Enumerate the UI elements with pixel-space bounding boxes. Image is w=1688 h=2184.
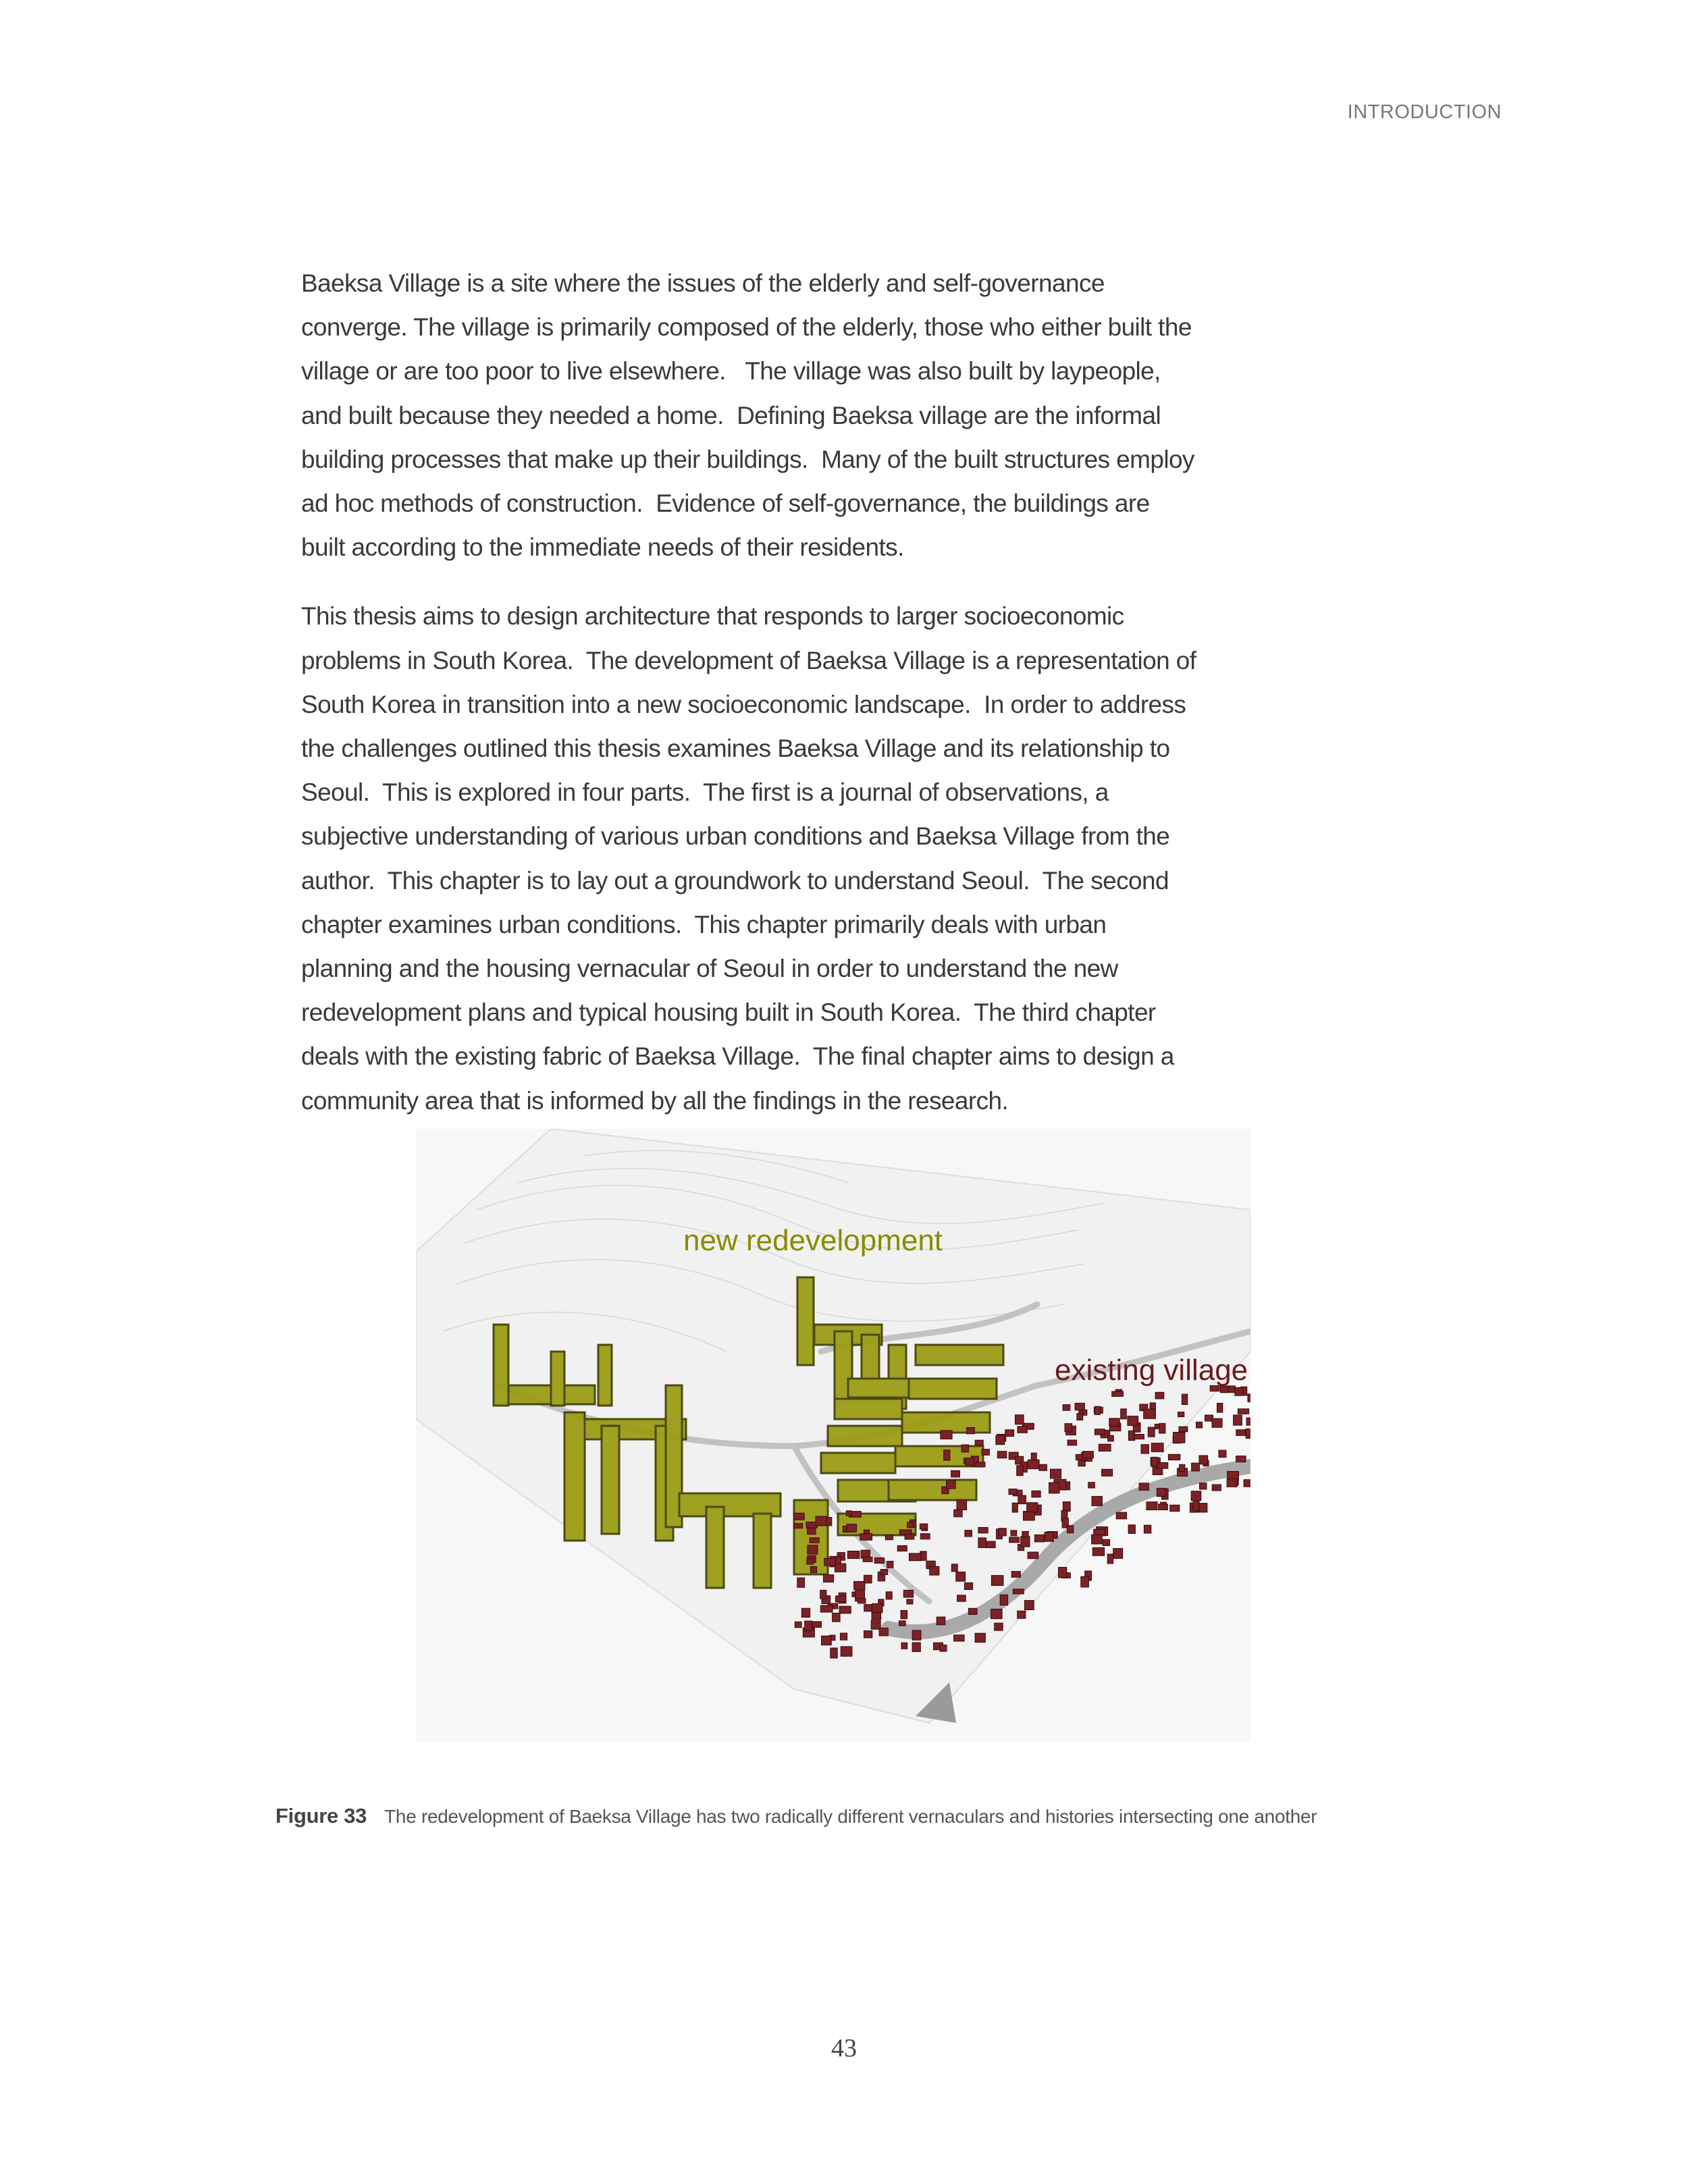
- village-house: [996, 1435, 1005, 1445]
- village-house: [836, 1596, 846, 1602]
- village-house: [1179, 1427, 1188, 1432]
- village-house: [1128, 1416, 1138, 1426]
- village-house: [1088, 1483, 1095, 1488]
- apartment-block: [902, 1412, 990, 1433]
- village-house: [1246, 1418, 1250, 1425]
- village-house: [794, 1524, 803, 1528]
- village-house: [1238, 1409, 1248, 1414]
- village-house: [846, 1511, 851, 1516]
- village-house: [860, 1534, 872, 1541]
- village-house: [1109, 1418, 1119, 1426]
- village-house: [1017, 1466, 1024, 1476]
- village-house: [1102, 1469, 1113, 1476]
- village-house: [1024, 1512, 1035, 1521]
- village-house: [954, 1510, 963, 1517]
- village-house: [978, 1538, 986, 1548]
- village-house: [1063, 1405, 1070, 1411]
- village-house: [808, 1545, 818, 1554]
- village-house: [1157, 1462, 1168, 1468]
- village-house: [1150, 1403, 1155, 1409]
- village-house: [997, 1451, 1007, 1458]
- village-house: [1067, 1526, 1074, 1533]
- village-house: [901, 1643, 907, 1649]
- village-house: [1159, 1423, 1165, 1433]
- village-house: [1170, 1505, 1180, 1511]
- village-house: [1021, 1537, 1030, 1547]
- village-house: [885, 1535, 893, 1540]
- village-house: [1144, 1525, 1151, 1533]
- village-house: [1013, 1589, 1024, 1594]
- village-house: [930, 1566, 939, 1575]
- village-house: [1028, 1460, 1039, 1468]
- village-house: [1063, 1502, 1070, 1512]
- village-house: [1075, 1403, 1084, 1410]
- village-house: [965, 1530, 972, 1537]
- village-house: [961, 1445, 969, 1452]
- village-house: [966, 1458, 973, 1466]
- village-house: [897, 1546, 907, 1551]
- village-house: [1157, 1488, 1165, 1496]
- village-house: [1168, 1454, 1180, 1460]
- village-house: [863, 1557, 872, 1562]
- village-house: [1022, 1531, 1028, 1537]
- village-house: [1028, 1552, 1038, 1559]
- label-existing-village: existing village: [1055, 1354, 1248, 1387]
- village-house: [1092, 1535, 1103, 1544]
- village-house: [1107, 1554, 1113, 1564]
- village-house: [1192, 1463, 1200, 1471]
- village-house: [1159, 1504, 1168, 1510]
- village-house: [1121, 1409, 1127, 1419]
- village-house: [1155, 1392, 1164, 1399]
- village-house: [847, 1551, 860, 1559]
- village-house: [1173, 1433, 1185, 1443]
- paragraph-1: Baeksa Village is a site where the issues of the elderly and self-governance converge. The village is primarily composed of the elderly, those who either built the village or are too poor to live elsewhere. The village was also built by laypeople, and built because they needed a home. Defining Baeksa village are the informal building processes that make up their buildings. Many of the built structures employ ad hoc methods of construction. Evidence of self-governance, the buildings are built according to the immediate needs of their residents.: [301, 269, 1201, 562]
- village-house: [820, 1590, 826, 1599]
- village-house: [1059, 1568, 1067, 1578]
- village-house: [941, 1431, 952, 1439]
- village-house: [903, 1590, 913, 1597]
- village-house: [1099, 1444, 1111, 1451]
- site-model-illustration: [416, 1129, 1250, 1742]
- page-number: 43: [831, 2034, 857, 2062]
- village-house: [982, 1449, 989, 1456]
- village-house: [1024, 1601, 1034, 1610]
- village-house: [1227, 1479, 1237, 1487]
- village-house: [901, 1610, 907, 1618]
- village-house: [1011, 1572, 1020, 1578]
- village-house: [879, 1628, 888, 1636]
- village-house: [1103, 1539, 1109, 1545]
- site-model-figure: [416, 1129, 1250, 1742]
- village-house: [795, 1622, 801, 1628]
- apartment-block: [598, 1345, 612, 1406]
- village-house: [1018, 1427, 1027, 1433]
- village-house: [1092, 1547, 1104, 1555]
- village-house: [1034, 1535, 1044, 1542]
- village-house: [1212, 1485, 1221, 1491]
- village-house: [887, 1562, 893, 1568]
- village-house: [907, 1599, 913, 1604]
- apartment-block: [916, 1345, 1003, 1365]
- apartment-block: [821, 1453, 895, 1473]
- village-house: [1049, 1483, 1059, 1493]
- apartment-block: [494, 1325, 508, 1406]
- village-house: [999, 1528, 1006, 1536]
- village-house: [840, 1633, 847, 1640]
- village-house: [1196, 1422, 1203, 1428]
- village-house: [1217, 1404, 1223, 1413]
- village-house: [1112, 1391, 1124, 1396]
- village-house: [1182, 1394, 1187, 1404]
- village-house: [1067, 1440, 1077, 1445]
- paragraph-2: This thesis aims to design architecture that responds to larger socioeconomic problems in South Korea. The development of Baeksa Village is a representation of South Korea in transition into a new socioeconomic landscape. In order to address the challenges outlined this thesis examines Baeksa Village and its relationship to Seoul. This is explored in four parts. The first is a journal of observations, a subjective understanding of various urban conditions and Baeksa Village from the author. This chapter is to lay out a groundwork to understand Seoul. The second chapter examines urban conditions. This chapter primarily deals with urban planning and the housing vernacular of Seoul in order to understand the new redevelopment plans and typical housing built in South Korea. The third chapter deals with the existing fabric of Baeksa Village. The final chapter aims to design a community area that is informed by all the findings in the research.: [301, 602, 1203, 1115]
- village-house: [1151, 1443, 1163, 1452]
- village-house: [816, 1516, 826, 1526]
- village-house: [1015, 1415, 1024, 1424]
- village-house: [1236, 1430, 1246, 1436]
- village-house: [864, 1605, 872, 1612]
- village-house: [1045, 1533, 1053, 1542]
- village-house: [1151, 1457, 1157, 1466]
- village-house: [1199, 1456, 1208, 1464]
- village-house: [794, 1513, 804, 1520]
- village-house: [1009, 1537, 1020, 1543]
- village-house: [811, 1566, 817, 1572]
- village-house: [841, 1647, 852, 1656]
- apartment-block: [602, 1426, 619, 1534]
- apartment-block: [797, 1277, 814, 1365]
- village-house: [1065, 1424, 1072, 1432]
- village-house: [1113, 1549, 1123, 1559]
- village-house: [964, 1582, 972, 1589]
- caption-text: The redevelopment of Baeksa Village has two radically different vernaculars and histories intersecting one another: [384, 1806, 1317, 1827]
- village-house: [954, 1635, 965, 1641]
- label-new-redevelopment: new redevelopment: [683, 1224, 943, 1257]
- figure-number: Figure 33: [275, 1804, 367, 1828]
- apartment-block: [848, 1379, 909, 1397]
- village-house: [1094, 1429, 1105, 1435]
- village-house: [909, 1553, 922, 1561]
- village-house: [797, 1578, 805, 1587]
- village-house: [1077, 1414, 1083, 1420]
- village-house: [864, 1631, 872, 1639]
- village-house: [1244, 1480, 1250, 1487]
- village-house: [978, 1528, 988, 1533]
- village-house: [957, 1595, 966, 1601]
- apartment-block: [909, 1379, 997, 1399]
- village-house: [975, 1633, 985, 1642]
- apartment-block: [835, 1399, 902, 1419]
- village-house: [1180, 1464, 1185, 1471]
- running-head: INTRODUCTION: [1347, 101, 1502, 123]
- village-house: [944, 1450, 950, 1460]
- village-house: [1144, 1409, 1156, 1418]
- village-house: [872, 1603, 883, 1612]
- village-house: [937, 1617, 945, 1625]
- village-house: [1081, 1576, 1089, 1587]
- apartment-block: [564, 1412, 585, 1541]
- village-house: [1141, 1445, 1149, 1454]
- village-house: [1193, 1501, 1199, 1511]
- village-house: [957, 1500, 967, 1510]
- village-house: [1219, 1450, 1226, 1458]
- village-house: [1220, 1386, 1228, 1393]
- village-house: [1094, 1406, 1100, 1414]
- village-house: [1235, 1387, 1243, 1395]
- village-house: [1000, 1595, 1007, 1605]
- village-house: [1009, 1489, 1017, 1495]
- village-house: [1134, 1435, 1144, 1439]
- village-house: [824, 1575, 834, 1582]
- village-house: [1200, 1483, 1207, 1489]
- village-house: [899, 1530, 912, 1535]
- village-house: [1051, 1469, 1061, 1479]
- village-house: [833, 1613, 841, 1622]
- village-house: [940, 1645, 947, 1652]
- village-house: [1012, 1503, 1018, 1512]
- village-house: [801, 1608, 810, 1617]
- village-house: [858, 1599, 866, 1603]
- village-house: [1246, 1429, 1250, 1439]
- apartment-block: [828, 1426, 902, 1446]
- village-house: [805, 1621, 812, 1630]
- village-house: [951, 1564, 957, 1572]
- village-house: [1212, 1418, 1222, 1427]
- village-house: [839, 1606, 851, 1614]
- village-house: [976, 1462, 985, 1467]
- village-house: [1139, 1483, 1149, 1491]
- village-house: [886, 1592, 892, 1599]
- village-house: [1083, 1451, 1094, 1458]
- apartment-block: [551, 1352, 564, 1406]
- village-house: [822, 1636, 832, 1645]
- village-house: [1011, 1530, 1017, 1536]
- apartment-block: [706, 1507, 724, 1588]
- village-house: [967, 1428, 975, 1434]
- village-house: [847, 1524, 857, 1533]
- village-house: [1005, 1430, 1014, 1437]
- village-house: [912, 1643, 920, 1652]
- village-house: [1018, 1611, 1026, 1618]
- apartment-block: [754, 1514, 771, 1588]
- village-house: [1146, 1502, 1157, 1510]
- village-house: [899, 1621, 905, 1626]
- apartment-block: [889, 1480, 976, 1500]
- village-house: [975, 1440, 983, 1445]
- village-house: [1128, 1525, 1135, 1534]
- village-house: [991, 1576, 1003, 1586]
- village-house: [880, 1570, 888, 1575]
- village-house: [995, 1623, 1003, 1630]
- village-house: [907, 1522, 914, 1528]
- village-house: [1039, 1464, 1047, 1470]
- village-house: [968, 1608, 977, 1614]
- figure-caption: [275, 1804, 1423, 1828]
- village-house: [951, 1470, 960, 1477]
- village-house: [912, 1630, 921, 1640]
- village-house: [1178, 1412, 1184, 1417]
- village-house: [1191, 1491, 1201, 1501]
- village-house: [1032, 1491, 1040, 1497]
- village-house: [854, 1582, 865, 1590]
- village-house: [1092, 1496, 1103, 1506]
- village-house: [1116, 1512, 1126, 1519]
- village-house: [1108, 1435, 1114, 1441]
- body-text: [301, 261, 1203, 1123]
- village-house: [947, 1481, 956, 1489]
- village-house: [835, 1564, 846, 1572]
- village-house: [810, 1538, 819, 1543]
- village-house: [820, 1605, 833, 1612]
- village-house: [1148, 1427, 1155, 1437]
- village-house: [1248, 1394, 1250, 1402]
- village-house: [824, 1558, 836, 1566]
- village-house: [1234, 1415, 1242, 1425]
- village-house: [1018, 1495, 1026, 1504]
- village-house: [830, 1648, 837, 1658]
- village-house: [956, 1572, 966, 1581]
- village-house: [985, 1541, 995, 1548]
- village-house: [807, 1558, 813, 1564]
- village-house: [1198, 1503, 1207, 1512]
- village-house: [1027, 1503, 1038, 1512]
- village-house: [920, 1534, 930, 1539]
- village-house: [874, 1558, 884, 1564]
- village-house: [1236, 1456, 1246, 1462]
- village-house: [991, 1609, 1003, 1618]
- village-house: [920, 1524, 927, 1529]
